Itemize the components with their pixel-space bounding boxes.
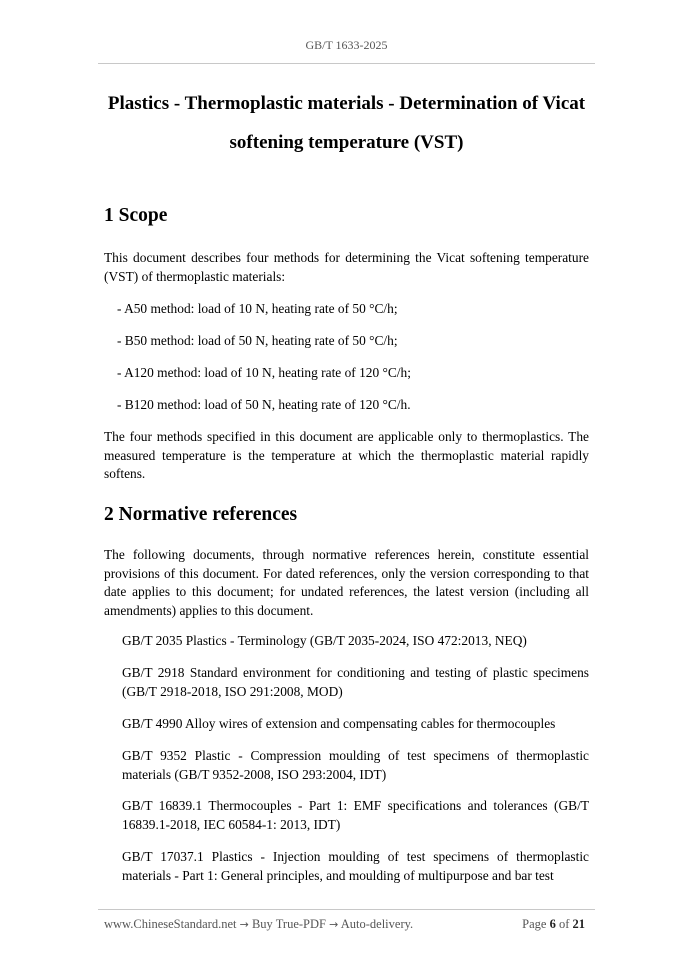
footer-promo (104, 917, 413, 932)
reference-entry: GB/T 2035 Plastics - Terminology (GB/T 2035-2024, ISO 472:2013, NEQ) (122, 633, 527, 648)
scope-intro-paragraph: This document describes four methods for determining the Vicat softening temperature (VST) of thermoplastic materials: (104, 250, 589, 284)
page-of-label: of (558, 917, 570, 931)
auto-delivery-text: Auto-delivery. (340, 917, 414, 931)
document-number-header: GB/T 1633-2025 (305, 38, 388, 52)
section-heading-normative-references: 2 Normative references (104, 504, 298, 525)
scope-list-item: - A120 method: load of 10 N, heating rate of 120 °C/h; (117, 365, 411, 380)
reference-entry: GB/T 4990 Alloy wires of extension and compensating cables for thermocouples (122, 716, 556, 731)
scope-list-item: - B50 method: load of 50 N, heating rate of 50 °C/h; (117, 333, 398, 348)
page-total: 21 (572, 917, 585, 931)
buy-true-pdf-link[interactable]: Buy True-PDF (251, 917, 326, 931)
arrow-right-icon: → (329, 918, 339, 931)
reference-entry: GB/T 2918 Standard environment for conditioning and testing of plastic specimens (GB/T 2918-2018, ISO 291:2008, MOD) (122, 665, 589, 699)
reference-entry: GB/T 16839.1 Thermocouples - Part 1: EMF specifications and tolerances (GB/T 16839.1-2018, IEC 60584-1: 2013, IDT) (122, 798, 589, 832)
page-current: 6 (549, 917, 556, 931)
header-divider (98, 63, 595, 64)
scope-closing-paragraph: The four methods specified in this document are applicable only to thermoplastics. The measured temperature is the temperature at which the thermoplastic material rapidly softens. (104, 429, 589, 482)
scope-list-item: - A50 method: load of 10 N, heating rate of 50 °C/h; (117, 301, 398, 316)
page-label: Page (522, 917, 547, 931)
reference-entry: GB/T 9352 Plastic - Compression moulding of test specimens of thermoplastic materials (GB/T 9352-2008, ISO 293:2004, IDT) (122, 748, 589, 782)
title-line-1: Plastics - Thermoplastic materials - Determination of Vicat (107, 93, 586, 114)
normative-references-intro: The following documents, through normative references herein, constitute essential provisions of this document. For dated references, only the version corresponding to that date applies to this document; for undated references, the latest version (including all amendments) applies to this document. (104, 547, 589, 618)
document-title (100, 84, 593, 162)
section-heading-scope: 1 Scope (104, 205, 168, 226)
page-indicator (522, 917, 585, 932)
site-link[interactable]: www.ChineseStandard.net (104, 917, 237, 931)
reference-entry: GB/T 17037.1 Plastics - Injection moulding of test specimens of thermoplastic materials - Part 1: General principles, and moulding of multipurpose and bar test (122, 849, 589, 883)
arrow-right-icon: → (239, 918, 249, 931)
scope-list-item: - B120 method: load of 50 N, heating rate of 120 °C/h. (117, 397, 411, 412)
footer-divider (98, 909, 595, 910)
title-line-2: softening temperature (VST) (229, 132, 464, 153)
